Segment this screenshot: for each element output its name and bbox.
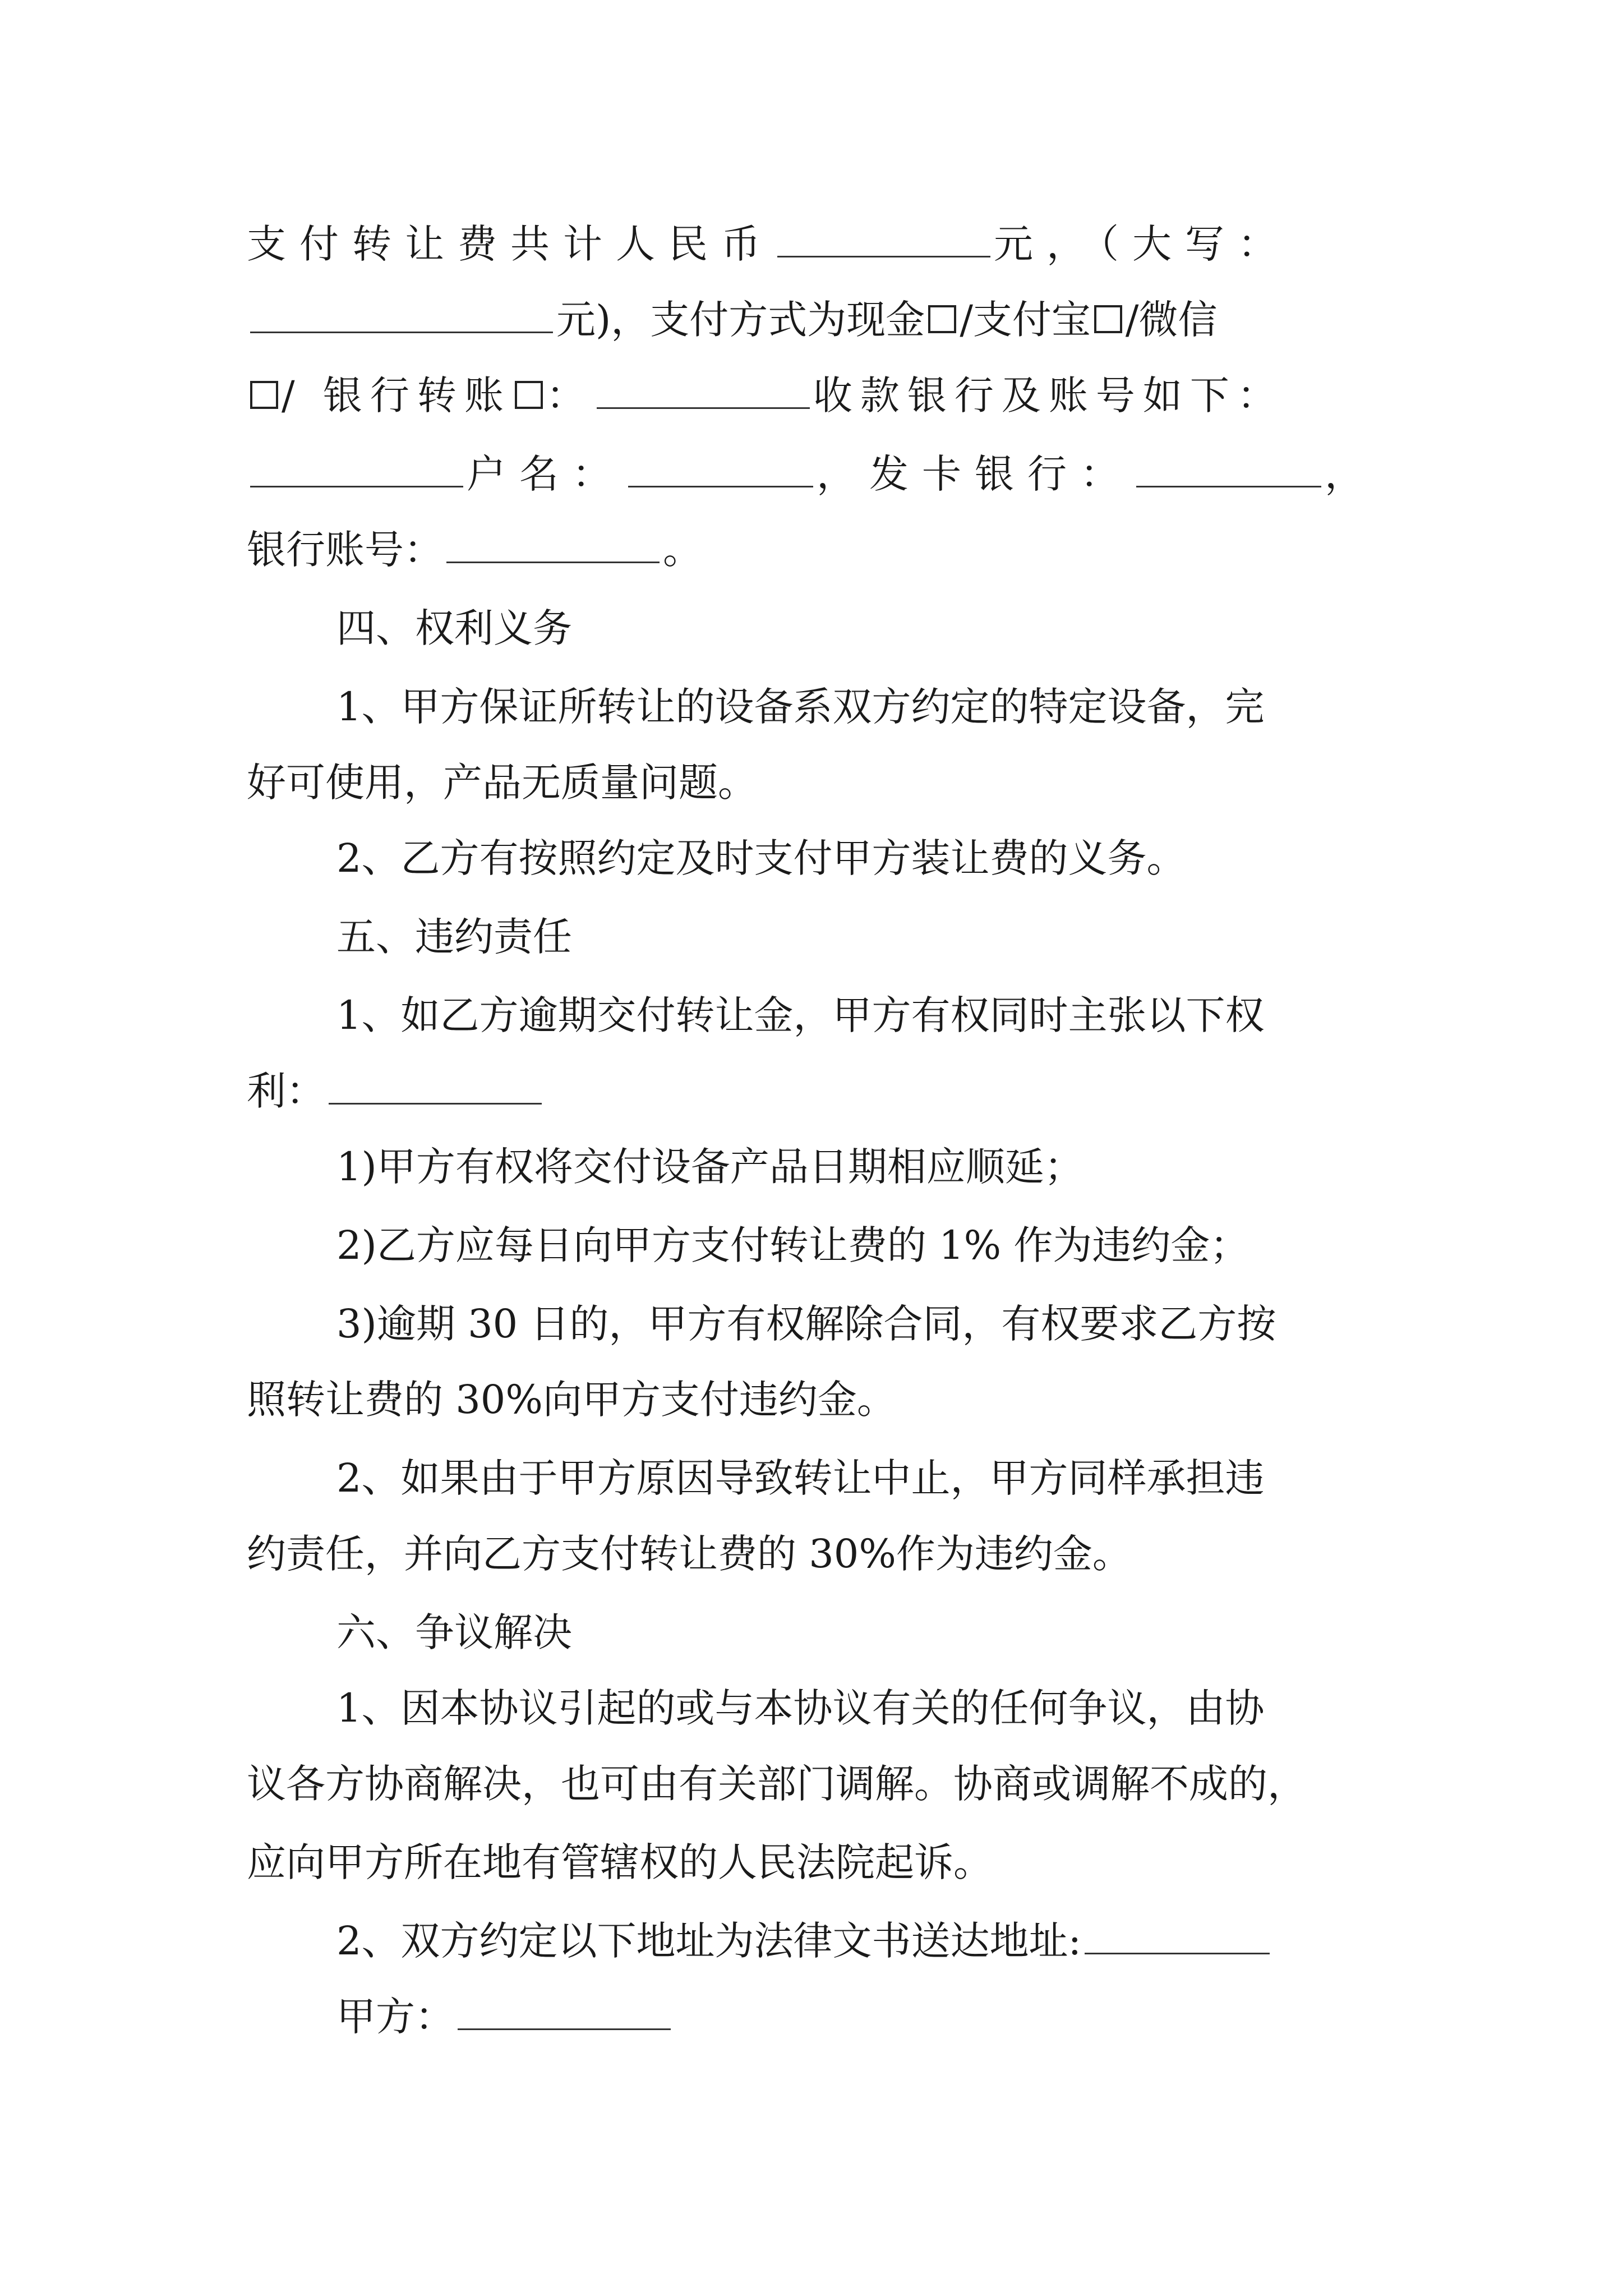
bank-transfer-blank[interactable] bbox=[597, 368, 810, 409]
cash-checkbox[interactable] bbox=[928, 305, 956, 333]
payment-amount-line bbox=[247, 210, 1290, 278]
text: /支付宝 bbox=[960, 297, 1091, 343]
bank-transfer-checkbox[interactable] bbox=[515, 381, 543, 409]
party-a-blank[interactable] bbox=[458, 1989, 671, 2030]
party-a-line bbox=[336, 1983, 674, 2050]
account-name-blank[interactable] bbox=[628, 447, 813, 487]
list-item: 1)甲方有权将交付设备产品日期相应顺延； bbox=[336, 1144, 1083, 1190]
text: 支付转让费共计人民币 bbox=[247, 221, 774, 267]
text: 甲方： bbox=[336, 1994, 454, 2040]
paragraph-line bbox=[247, 1057, 545, 1125]
address-blank[interactable] bbox=[1085, 1913, 1270, 1954]
amount-blank[interactable] bbox=[777, 217, 990, 257]
paragraph-line: 议各方协商解决，也可由有关部门调解。协商或调解不成的， bbox=[247, 1761, 1307, 1807]
text: ，发卡银行： bbox=[817, 451, 1133, 497]
text: 银行账号： bbox=[247, 527, 443, 573]
paragraph-line bbox=[336, 1907, 1273, 1975]
rights-blank[interactable] bbox=[329, 1064, 542, 1105]
alipay-checkbox[interactable] bbox=[1094, 305, 1122, 333]
paragraph-line: 1、因本协议引起的或与本协议有关的任何争议，由协 bbox=[336, 1685, 1265, 1731]
paragraph-line: 1、如乙方逾期交付转让金，甲方有权同时主张以下权 bbox=[336, 992, 1265, 1038]
text: 元)，支付方式为现金 bbox=[556, 297, 925, 343]
account-number-blank[interactable] bbox=[446, 522, 660, 563]
text: 利： bbox=[247, 1068, 325, 1114]
text: /微信 bbox=[1125, 297, 1218, 343]
bank-transfer-line bbox=[247, 362, 1284, 429]
paragraph-line: 应向甲方所在地有管辖权的人民法院起诉。 bbox=[247, 1839, 993, 1885]
section-heading: 六、争议解决 bbox=[336, 1609, 572, 1655]
paragraph-line: 2、如果由于甲方原因导致转让中止，甲方同样承担违 bbox=[336, 1455, 1265, 1501]
paragraph-line: 1、甲方保证所转让的设备系双方约定的特定设备，完 bbox=[336, 684, 1265, 730]
text: 元，（大写： bbox=[994, 221, 1290, 267]
list-item: 3)逾期 30 日的，甲方有权解除合同，有权要求乙方按 bbox=[336, 1301, 1276, 1347]
wechat-checkbox[interactable] bbox=[250, 381, 278, 409]
text: 2、双方约定以下地址为法律文书送达地址: bbox=[336, 1918, 1082, 1964]
paragraph-line: 好可使用，产品无质量问题。 bbox=[247, 760, 757, 806]
blank[interactable] bbox=[250, 447, 463, 487]
issuing-bank-blank[interactable] bbox=[1136, 447, 1321, 487]
section-heading: 五、违约责任 bbox=[336, 914, 572, 960]
paragraph-line: 照转让费的 30%向甲方支付违约金。 bbox=[247, 1377, 896, 1423]
payment-method-line bbox=[247, 286, 1218, 353]
amount-in-words-blank[interactable] bbox=[250, 292, 553, 333]
paragraph-line: 约责任，并向乙方支付转让费的 30%作为违约金。 bbox=[247, 1531, 1132, 1577]
text: 收款银行及账号如下： bbox=[813, 372, 1284, 418]
list-item: 2)乙方应每日向甲方支付转让费的 1% 作为违约金； bbox=[336, 1222, 1249, 1268]
paragraph-line: 2、乙方有按照约定及时支付甲方装让费的义务。 bbox=[336, 835, 1186, 881]
text: / 银行转账 bbox=[282, 372, 511, 418]
text: 。 bbox=[663, 527, 702, 573]
section-heading: 四、权利义务 bbox=[336, 605, 572, 651]
account-number-line bbox=[247, 516, 702, 583]
text: 户名： bbox=[467, 451, 625, 497]
account-name-line bbox=[247, 440, 1377, 508]
text: ： bbox=[546, 372, 593, 418]
text: ， bbox=[1325, 451, 1377, 497]
